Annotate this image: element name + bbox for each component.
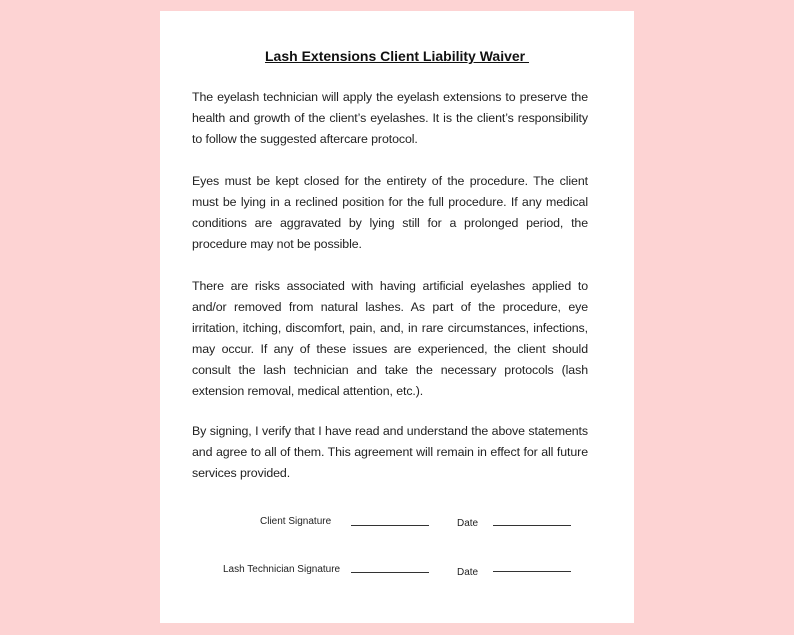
waiver-page [160, 11, 634, 623]
technician-signature-line[interactable] [351, 572, 429, 573]
client-signature-label: Client Signature [260, 516, 332, 527]
client-signature-line[interactable] [351, 525, 429, 526]
client-date-line[interactable] [493, 525, 571, 526]
paragraph-aftercare: The eyelash technician will apply the eyelash extensions to preserve the health and growth of the client’s eyelashes. It is the client’s responsibility to follow the suggested aftercare protocol. [192, 90, 588, 146]
document-title: Lash Extensions Client Liability Waiver [265, 48, 529, 64]
paragraph-procedure: Eyes must be kept closed for the entirety of the procedure. The client must be lying in a reclined position for the full procedure. If any medical conditions are aggravated by lying still for a prolonged period, the procedure may not be possible. [192, 174, 588, 251]
technician-signature-label: Lash Technician Signature [223, 564, 341, 575]
client-date-label: Date [457, 518, 479, 529]
paragraph-agreement: By signing, I verify that I have read and understand the above statements and agree to all of them. This agreement will remain in effect for all future services provided. [192, 424, 588, 480]
technician-date-line[interactable] [493, 571, 571, 572]
technician-date-label: Date [457, 567, 479, 578]
paragraph-risks: There are risks associated with having artificial eyelashes applied to and/or removed from natural lashes. As part of the procedure, eye irritation, itching, discomfort, pain, and, in rare circumstances, infections, may occur. If any of these issues are experienced, the client should consult the lash technician and take the necessary protocols (lash extension removal, medical attention, etc.). [192, 279, 588, 398]
